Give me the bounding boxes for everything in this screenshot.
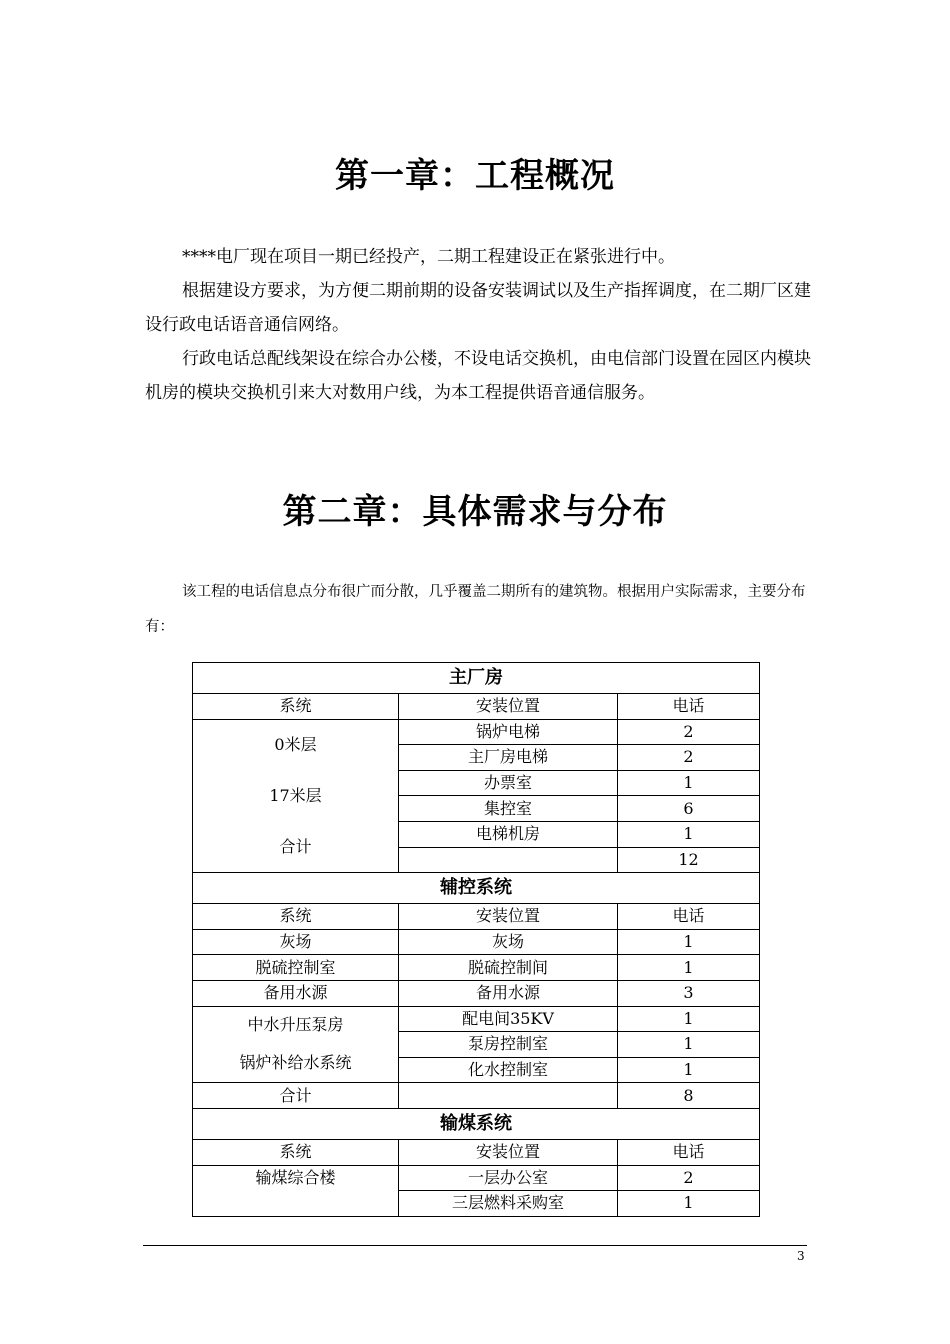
header-system: 系统 [193,1139,399,1165]
system-label: 锅炉补给水系统 [239,1053,352,1073]
location-cell [399,847,618,873]
phone-cell: 2 [618,745,760,771]
location-cell: 主厂房电梯 [399,745,618,771]
table-header-row [193,904,760,930]
chapter1-body [145,240,815,410]
table-row [193,955,760,981]
header-phone: 电话 [618,1139,760,1165]
system-group-cell [193,1006,399,1083]
section-title: 辅控系统 [193,873,760,904]
phone-cell: 1 [618,1057,760,1083]
location-cell: 集控室 [399,796,618,822]
header-location: 安装位置 [399,904,618,930]
header-system: 系统 [193,904,399,930]
section-title: 输煤系统 [193,1108,760,1139]
phone-cell: 1 [618,1032,760,1058]
footer-divider [143,1245,807,1246]
paragraph-3: 行政电话总配线架设在综合办公楼，不设电话交换机，由电信部门设置在园区内模块机房的模块交换机引来大对数用户线，为本工程提供语音通信服务。 [145,349,811,403]
header-system: 系统 [193,694,399,720]
location-cell: 三层燃料采购室 [399,1191,618,1217]
system-label: 17米层 [269,785,322,805]
location-cell: 一层办公室 [399,1165,618,1191]
phone-cell: 1 [618,955,760,981]
location-cell: 办票室 [399,770,618,796]
system-cell: 脱硫控制室 [193,955,399,981]
phone-cell: 2 [618,719,760,745]
section-header-row [193,663,760,694]
header-location: 安装位置 [399,1139,618,1165]
phone-cell: 3 [618,980,760,1006]
chapter2-title: 第二章：具体需求与分布 [282,492,668,532]
section-title: 主厂房 [193,663,760,694]
section-header-row [193,873,760,904]
system-cell: 灰场 [193,929,399,955]
paragraph-1: ****电厂现在项目一期已经投产，二期工程建设正在紧张进行中。 [182,247,675,267]
section-header-row [193,1108,760,1139]
phone-cell: 1 [618,1006,760,1032]
chapter1-title: 第一章：工程概况 [335,156,615,196]
phone-cell: 6 [618,796,760,822]
system-group-cell [193,1165,399,1216]
location-cell: 脱硫控制间 [399,955,618,981]
phone-cell: 1 [618,821,760,847]
table-header-row [193,694,760,720]
system-label: 中水升压泵房 [247,1015,344,1035]
system-cell: 备用水源 [193,980,399,1006]
location-cell: 备用水源 [399,980,618,1006]
phone-cell: 1 [618,770,760,796]
table-row [193,1006,760,1032]
phone-distribution-table [192,662,760,1217]
phone-cell: 1 [618,1191,760,1217]
table-row [193,1165,760,1191]
location-cell: 泵房控制室 [399,1032,618,1058]
total-label: 合计 [193,1083,399,1109]
header-location: 安装位置 [399,694,618,720]
table-row [193,719,760,745]
system-label: 0米层 [274,735,317,755]
system-group-cell [193,719,399,873]
total-phone: 8 [618,1083,760,1109]
table-row [193,980,760,1006]
header-phone: 电话 [618,904,760,930]
system-label: 合计 [279,836,312,856]
location-cell: 化水控制室 [399,1057,618,1083]
location-cell: 电梯机房 [399,821,618,847]
table-total-row [193,1083,760,1109]
chapter2-intro: 该工程的电话信息点分布很广而分散，几乎覆盖二期所有的建筑物。根据用户实际需求，主要分布有： [145,584,806,635]
header-phone: 电话 [618,694,760,720]
phone-cell: 12 [618,847,760,873]
location-cell: 锅炉电梯 [399,719,618,745]
system-label: 输煤综合楼 [255,1167,336,1187]
table-row [193,929,760,955]
page-number: 3 [797,1249,805,1263]
table-header-row [193,1139,760,1165]
phone-cell: 2 [618,1165,760,1191]
paragraph-2: 根据建设方要求，为方便二期前期的设备安装调试以及生产指挥调度，在二期厂区建设行政电话语音通信网络。 [145,281,811,335]
location-cell: 配电间35KV [399,1006,618,1032]
location-cell: 灰场 [399,929,618,955]
phone-cell: 1 [618,929,760,955]
location-cell [399,1083,618,1109]
